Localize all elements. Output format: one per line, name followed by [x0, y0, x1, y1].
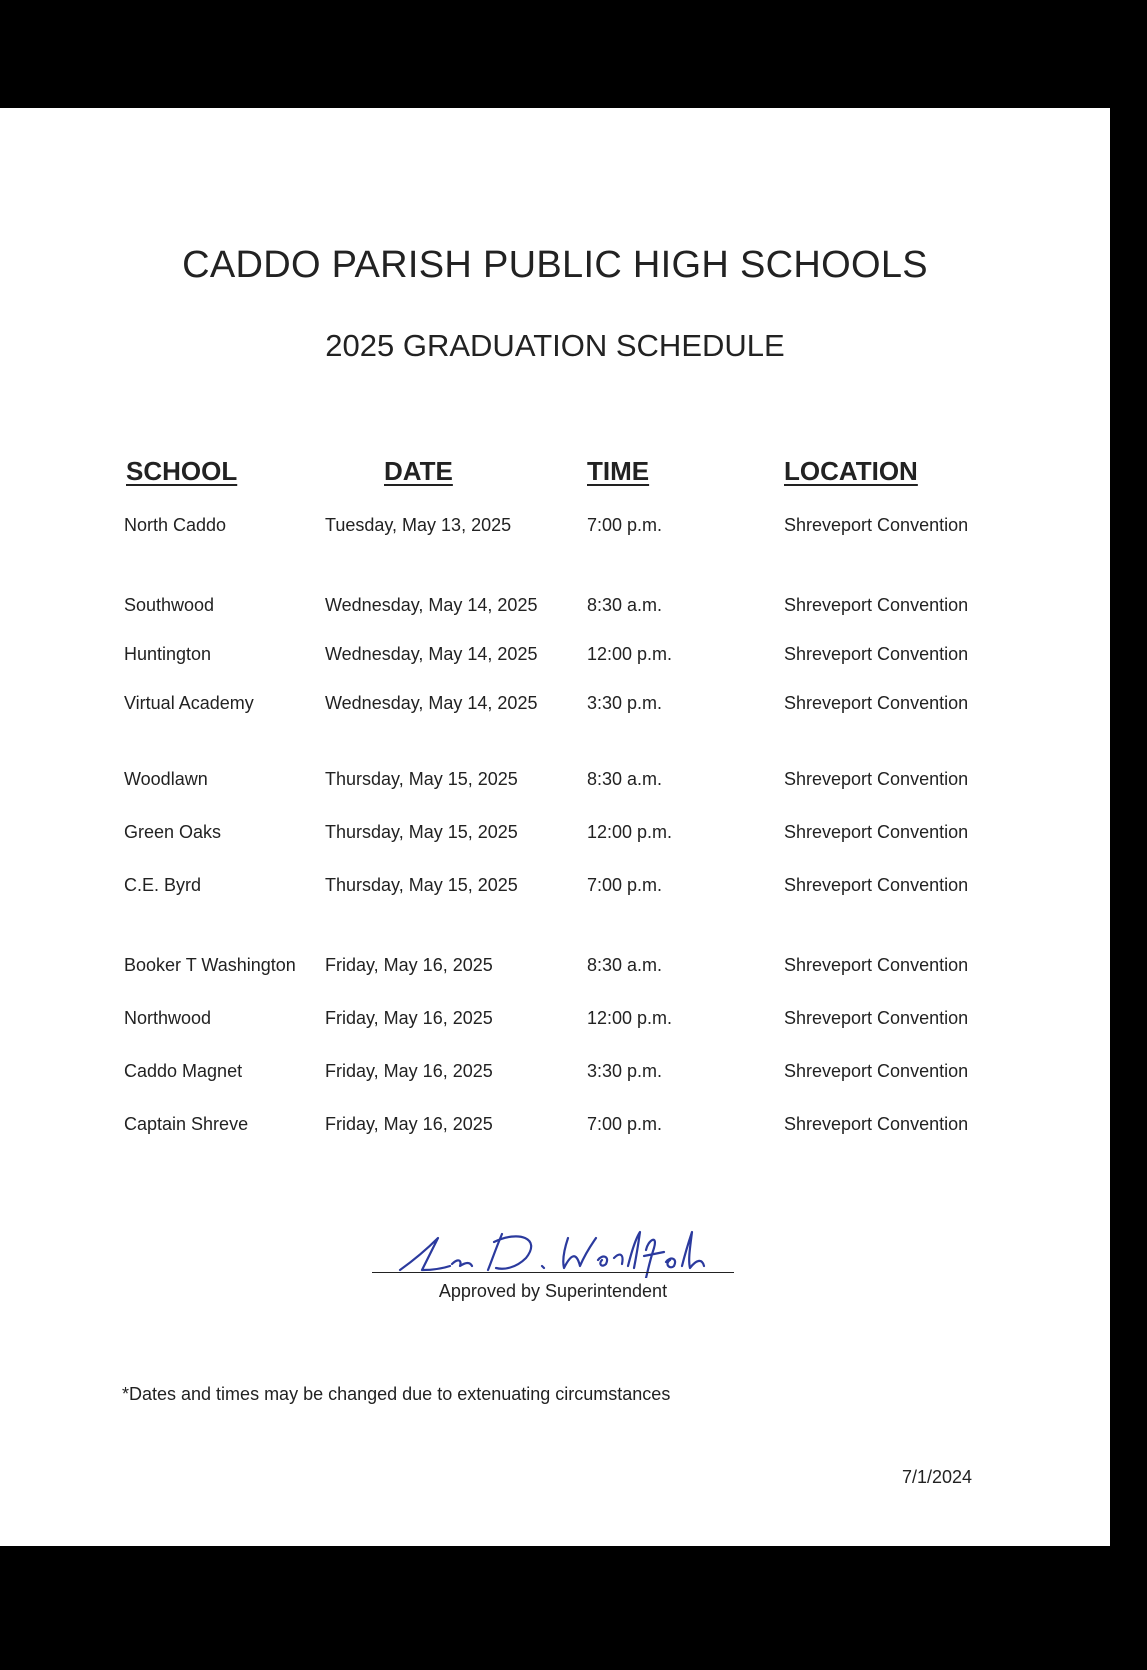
school-cell: North Caddo: [124, 515, 227, 535]
disclaimer-note: *Dates and times may be changed due to extenuating circumstances: [122, 1384, 671, 1404]
column-header-time: TIME: [587, 456, 650, 486]
location-cell: Shreveport Convention: [784, 822, 969, 842]
table-row: [0, 595, 1110, 625]
time-cell: 8:30 a.m.: [587, 769, 663, 789]
table-row: [0, 1061, 1110, 1091]
time-cell: 12:00 p.m.: [587, 822, 673, 842]
document-page: [0, 108, 1110, 1546]
time-cell: 7:00 p.m.: [587, 515, 663, 535]
location-cell: Shreveport Convention: [784, 1061, 969, 1081]
time-cell: 12:00 p.m.: [587, 1008, 673, 1028]
location-cell: Shreveport Convention: [784, 644, 969, 664]
document-date: 7/1/2024: [902, 1467, 973, 1487]
date-cell: Wednesday, May 14, 2025: [325, 644, 538, 664]
table-row: [0, 822, 1110, 852]
school-cell: Huntington: [124, 644, 212, 664]
school-cell: Booker T Washington: [124, 955, 296, 975]
location-cell: Shreveport Convention: [784, 693, 969, 713]
date-cell: Wednesday, May 14, 2025: [325, 693, 538, 713]
time-cell: 3:30 p.m.: [587, 693, 663, 713]
page-subtitle: 2025 GRADUATION SCHEDULE: [325, 328, 785, 363]
page-title: CADDO PARISH PUBLIC HIGH SCHOOLS: [182, 244, 928, 286]
table-row: [0, 693, 1110, 723]
table-row: [0, 644, 1110, 674]
school-cell: Virtual Academy: [124, 693, 254, 713]
school-cell: Southwood: [124, 595, 215, 615]
date-cell: Friday, May 16, 2025: [325, 1061, 493, 1081]
superintendent-signature: [392, 1220, 722, 1278]
time-cell: 7:00 p.m.: [587, 875, 663, 895]
table-row: [0, 875, 1110, 905]
table-row: [0, 769, 1110, 799]
location-cell: Shreveport Convention: [784, 769, 969, 789]
date-cell: Friday, May 16, 2025: [325, 1008, 493, 1028]
column-header-location: LOCATION: [784, 456, 918, 486]
table-row: [0, 1008, 1110, 1038]
date-cell: Thursday, May 15, 2025: [325, 875, 518, 895]
table-row: [0, 1114, 1110, 1144]
table-row: [0, 515, 1110, 545]
school-cell: Captain Shreve: [124, 1114, 249, 1134]
location-cell: Shreveport Convention: [784, 595, 969, 615]
column-header-date: DATE: [384, 456, 453, 486]
column-header-school: SCHOOL: [126, 456, 238, 486]
time-cell: 12:00 p.m.: [587, 644, 673, 664]
location-cell: Shreveport Convention: [784, 955, 969, 975]
time-cell: 8:30 a.m.: [587, 955, 663, 975]
school-cell: Caddo Magnet: [124, 1061, 243, 1081]
time-cell: 3:30 p.m.: [587, 1061, 663, 1081]
signature-caption: Approved by Superintendent: [438, 1281, 668, 1301]
date-cell: Thursday, May 15, 2025: [325, 769, 518, 789]
time-cell: 8:30 a.m.: [587, 595, 663, 615]
school-cell: C.E. Byrd: [124, 875, 202, 895]
time-cell: 7:00 p.m.: [587, 1114, 663, 1134]
location-cell: Shreveport Convention: [784, 1114, 969, 1134]
table-row: [0, 955, 1110, 985]
school-cell: Northwood: [124, 1008, 212, 1028]
date-cell: Wednesday, May 14, 2025: [325, 595, 538, 615]
location-cell: Shreveport Convention: [784, 1008, 969, 1028]
location-cell: Shreveport Convention: [784, 875, 969, 895]
school-cell: Green Oaks: [124, 822, 222, 842]
signature-line: [372, 1272, 734, 1273]
date-cell: Tuesday, May 13, 2025: [325, 515, 512, 535]
date-cell: Friday, May 16, 2025: [325, 955, 493, 975]
school-cell: Woodlawn: [124, 769, 208, 789]
location-cell: Shreveport Convention: [784, 515, 969, 535]
date-cell: Friday, May 16, 2025: [325, 1114, 493, 1134]
date-cell: Thursday, May 15, 2025: [325, 822, 518, 842]
